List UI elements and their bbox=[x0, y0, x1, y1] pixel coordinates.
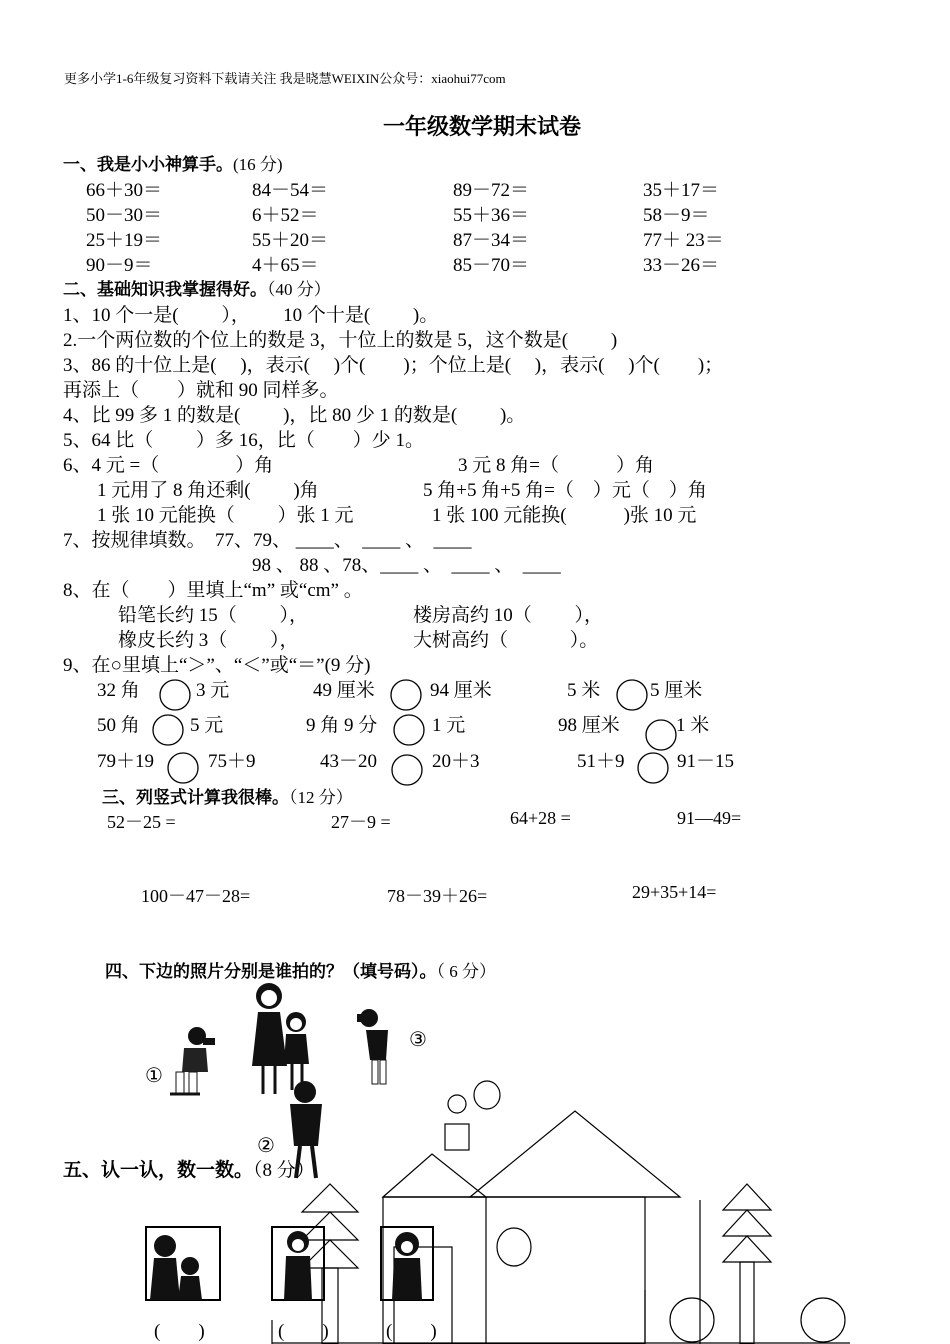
compare-right: 20＋3 bbox=[432, 751, 480, 772]
question-3: 3、86 的十位上是( )，表示( )个( )；个位上是( )，表示( )个( )； bbox=[63, 355, 724, 376]
vertical-calc: 29+35+14= bbox=[632, 882, 717, 902]
calc-item: 87－34＝ bbox=[453, 230, 530, 251]
calc-item: 84－54＝ bbox=[252, 180, 329, 201]
question-7a: 7、按规律填数。 77、79、 ____、 ____ 、 ____ bbox=[63, 530, 472, 551]
calc-item: 85－70＝ bbox=[453, 255, 530, 276]
marker-2: ② bbox=[257, 1135, 275, 1157]
question-6b-left: 1 元用了 8 角还剩( )角 bbox=[97, 480, 319, 501]
calc-item: 25＋19＝ bbox=[86, 230, 163, 251]
marker-1: ① bbox=[145, 1065, 163, 1087]
question-3-cont: 再添上（ ）就和 90 同样多。 bbox=[63, 380, 339, 401]
question-2: 2.一个两位数的个位上的数是 3，十位上的数是 5，这个数是( ) bbox=[63, 330, 618, 351]
compare-left: 49 厘米 bbox=[313, 680, 375, 701]
calc-item: 66＋30＝ bbox=[86, 180, 163, 201]
vertical-calc: 78－39＋26= bbox=[387, 886, 488, 906]
section3-points: （12 分） bbox=[289, 788, 353, 807]
question-8a-left: 铅笔长约 15（ ）， bbox=[118, 605, 309, 626]
question-8: 8、在（ ）里填上“m” 或“cm” 。 bbox=[63, 580, 363, 601]
section1-points: (16 分) bbox=[233, 155, 283, 174]
section4-heading-text: 四、下边的照片分别是谁拍的？（填号码）。 bbox=[105, 962, 437, 982]
compare-right: 1 米 bbox=[676, 715, 710, 736]
compare-left: 98 厘米 bbox=[558, 715, 620, 736]
section1-heading-text: 一、我是小小神算手。 bbox=[63, 155, 233, 175]
vertical-calc: 52－25 = bbox=[107, 812, 176, 832]
question-8a-right: 楼房高约 10（ ）， bbox=[413, 605, 604, 626]
section5-points: （8 分） bbox=[253, 1160, 315, 1181]
question-4: 4、比 99 多 1 的数是( )，比 80 少 1 的数是( )。 bbox=[63, 405, 526, 426]
compare-left: 9 角 9 分 bbox=[306, 715, 378, 736]
calc-item: 55＋20＝ bbox=[252, 230, 329, 251]
calc-item: 35＋17＝ bbox=[643, 180, 720, 201]
question-6c-right: 1 张 100 元能换( )张 10 元 bbox=[432, 505, 697, 526]
section3-heading-text: 三、列竖式计算我很棒。 bbox=[102, 788, 289, 808]
vertical-calc: 27－9 = bbox=[331, 812, 391, 832]
vertical-calc: 91—49= bbox=[677, 808, 742, 828]
question-7b: 98 、 88 、78、____ 、 ____ 、 ____ bbox=[252, 555, 561, 576]
calc-item: 58－9＝ bbox=[643, 205, 710, 226]
section5-heading-text: 五、认一认，数一数。 bbox=[63, 1159, 254, 1181]
compare-right: 75＋9 bbox=[208, 751, 256, 772]
photo-1-answer-blank[interactable]: ( ) bbox=[154, 1321, 205, 1342]
question-1: 1、10 个一是( ）， 10 个十是( )。 bbox=[63, 305, 439, 326]
compare-left: 50 角 bbox=[97, 715, 140, 736]
calc-item: 6＋52＝ bbox=[252, 205, 319, 226]
photo-3 bbox=[381, 1227, 433, 1300]
question-9: 9、在○里填上“＞”、“＜”或“＝”(9 分) bbox=[63, 655, 371, 676]
question-5: 5、64 比（ ）多 16，比（ ）少 1。 bbox=[63, 430, 425, 451]
compare-left: 51＋9 bbox=[577, 751, 625, 772]
page-title: 一年级数学期末试卷 bbox=[383, 115, 582, 140]
question-6a-left: 6、4 元 =（ ）角 bbox=[63, 455, 274, 476]
calc-item: 33－26＝ bbox=[643, 255, 720, 276]
compare-right: 1 元 bbox=[432, 715, 466, 736]
marker-3: ③ bbox=[409, 1029, 427, 1051]
vertical-calc: 64+28 = bbox=[510, 808, 571, 828]
calc-item: 55＋36＝ bbox=[453, 205, 530, 226]
calc-item: 90－9＝ bbox=[86, 255, 153, 276]
question-8b-left: 橡皮长约 3（ ）， bbox=[118, 630, 299, 651]
section4-points: （ 6 分） bbox=[436, 962, 496, 981]
compare-left: 32 角 bbox=[97, 680, 140, 701]
calc-item: 4＋65＝ bbox=[252, 255, 319, 276]
compare-left: 79＋19 bbox=[97, 751, 155, 772]
photo-1 bbox=[146, 1227, 220, 1300]
compare-left: 43－20 bbox=[320, 751, 378, 772]
question-6c-left: 1 张 10 元能换（ ）张 1 元 bbox=[97, 505, 354, 526]
compare-left: 5 米 bbox=[567, 680, 601, 701]
compare-right: 3 元 bbox=[196, 680, 230, 701]
section2-points: （40 分） bbox=[267, 280, 331, 299]
question-6b-right: 5 角+5 角+5 角=（ ）元（ ）角 bbox=[423, 480, 707, 501]
vertical-calc: 100－47－28= bbox=[141, 886, 251, 906]
compare-right: 5 元 bbox=[190, 715, 224, 736]
photo-2 bbox=[272, 1227, 324, 1300]
photo-3-answer-blank[interactable]: ( ) bbox=[386, 1321, 437, 1342]
photo-2-answer-blank[interactable]: ( ) bbox=[278, 1321, 329, 1342]
compare-right: 91－15 bbox=[677, 751, 735, 772]
question-6a-right: 3 元 8 角=（ ）角 bbox=[458, 455, 654, 476]
calc-item: 50－30＝ bbox=[86, 205, 163, 226]
section2-heading-text: 二、基础知识我掌握得好。 bbox=[63, 280, 267, 300]
header-note: 更多小学1-6年级复习资料下载请关注 我是晓慧WEIXIN公众号：xiaohui77com bbox=[64, 71, 506, 86]
calc-item: 89－72＝ bbox=[453, 180, 530, 201]
compare-right: 5 厘米 bbox=[650, 680, 703, 701]
question-8b-right: 大树高约（ ）。 bbox=[413, 630, 599, 651]
compare-right: 94 厘米 bbox=[430, 680, 492, 701]
calc-item: 77＋ 23＝ bbox=[643, 230, 724, 251]
